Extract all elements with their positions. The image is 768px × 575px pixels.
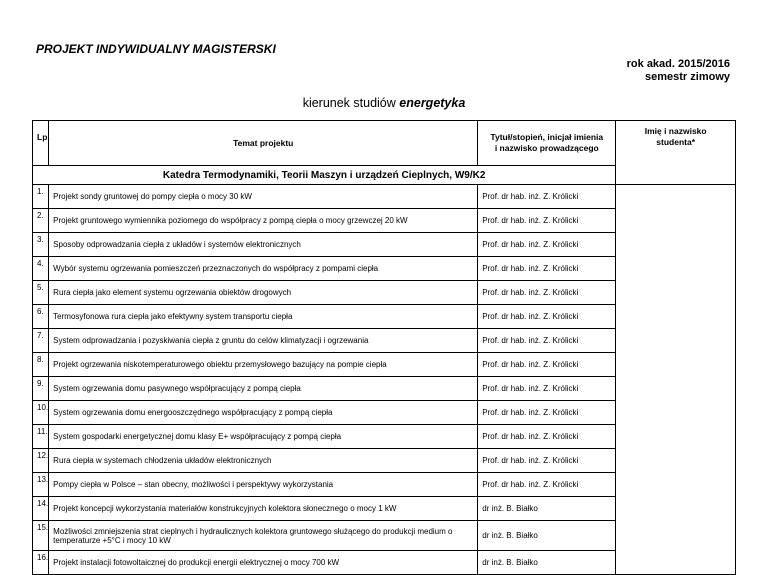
student-column-cell [616, 185, 736, 575]
row-supervisor: dr inż. B. Białko [478, 497, 616, 521]
field-of-study [0, 96, 768, 110]
semester: semestr zimowy [645, 71, 730, 83]
row-supervisor: dr inż. B. Białko [478, 521, 616, 551]
row-topic: System ogrzewania domu energooszczędnego współpracujący z pompą ciepła [49, 401, 478, 425]
row-topic: Projekt koncepcji wykorzystania materiałów konstrukcyjnych kolektora słonecznego o mocy 1 kW [49, 497, 478, 521]
header-topic: Temat projektu [49, 121, 478, 166]
header-lp: Lp. [33, 121, 49, 166]
row-supervisor: Prof. dr hab. inż. Z. Królicki [478, 377, 616, 401]
row-supervisor: Prof. dr hab. inż. Z. Królicki [478, 329, 616, 353]
row-lp: 7. [33, 329, 49, 353]
row-topic: Projekt ogrzewania niskotemperaturowego obiektu przemysłowego bazujący na pompie ciepła [49, 353, 478, 377]
row-lp: 6. [33, 305, 49, 329]
row-supervisor: Prof. dr hab. inż. Z. Królicki [478, 233, 616, 257]
row-supervisor: Prof. dr hab. inż. Z. Królicki [478, 185, 616, 209]
projects-table [32, 120, 736, 575]
field-of-study-prefix: kierunek studiów [302, 96, 396, 110]
row-topic: Projekt instalacji fotowoltaicznej do produkcji energii elektrycznej o mocy 700 kW [49, 551, 478, 575]
row-lp: 3. [33, 233, 49, 257]
row-supervisor: dr inż. B. Białko [478, 551, 616, 575]
table-row [33, 185, 736, 209]
row-lp: 11. [33, 425, 49, 449]
row-supervisor: Prof. dr hab. inż. Z. Królicki [478, 401, 616, 425]
row-topic: System odprowadzania i pozyskiwania ciepła z gruntu do celów klimatyzacji i ogrzewania [49, 329, 478, 353]
row-lp: 4. [33, 257, 49, 281]
row-topic: Sposoby odprowadzania ciepła z układów i systemów elektronicznych [49, 233, 478, 257]
document-title: PROJEKT INDYWIDUALNY MAGISTERSKI [36, 42, 276, 56]
row-topic: Projekt sondy gruntowej do pompy ciepła o mocy 30 kW [49, 185, 478, 209]
row-lp: 13. [33, 473, 49, 497]
header-student-line1: Imię i nazwisko [644, 126, 707, 136]
row-lp: 12. [33, 449, 49, 473]
header-supervisor [478, 121, 616, 166]
row-supervisor: Prof. dr hab. inż. Z. Królicki [478, 209, 616, 233]
row-supervisor: Prof. dr hab. inż. Z. Królicki [478, 257, 616, 281]
row-topic: Pompy ciepła w Polsce – stan obecny, możliwości i perspektywy wykorzystania [49, 473, 478, 497]
row-lp: 5. [33, 281, 49, 305]
row-lp: 1. [33, 185, 49, 209]
field-of-study-name: energetyka [399, 96, 466, 110]
academic-year-block [627, 58, 730, 84]
row-lp: 15. [33, 521, 49, 551]
row-lp: 9. [33, 377, 49, 401]
row-topic: Wybór systemu ogrzewania pomieszczeń przeznaczonych do współpracy z pompami ciepła [49, 257, 478, 281]
header-supervisor-line1: Tytuł/stopień, inicjał imienia [490, 132, 604, 142]
row-topic: Możliwości zmniejszenia strat cieplnych i hydraulicznych kolektora gruntowego służącego do produkcji medium o temperaturze +5°C i mocy 10 kW [49, 521, 478, 551]
table-header-row [33, 121, 736, 166]
row-supervisor: Prof. dr hab. inż. Z. Królicki [478, 353, 616, 377]
row-lp: 8. [33, 353, 49, 377]
row-lp: 10. [33, 401, 49, 425]
row-supervisor: Prof. dr hab. inż. Z. Królicki [478, 305, 616, 329]
header-student [616, 121, 736, 185]
row-topic: Projekt gruntowego wymiennika poziomego do współpracy z pompą ciepła o mocy grzewczej 20 kW [49, 209, 478, 233]
row-topic: Termosyfonowa rura ciepła jako efektywny system transportu ciepła [49, 305, 478, 329]
row-topic: Rura ciepła w systemach chłodzenia układów elektronicznych [49, 449, 478, 473]
header-student-line2: studenta* [656, 137, 696, 147]
row-supervisor: Prof. dr hab. inż. Z. Królicki [478, 281, 616, 305]
row-topic: System gospodarki energetycznej domu klasy E+ współpracujący z pompą ciepła [49, 425, 478, 449]
row-lp: 14. [33, 497, 49, 521]
row-topic: System ogrzewania domu pasywnego współpracujący z pompą ciepła [49, 377, 478, 401]
row-supervisor: Prof. dr hab. inż. Z. Królicki [478, 473, 616, 497]
row-supervisor: Prof. dr hab. inż. Z. Królicki [478, 449, 616, 473]
department-name: Katedra Termodynamiki, Teorii Maszyn i urządzeń Cieplnych, W9/K2 [33, 166, 616, 185]
row-lp: 16. [33, 551, 49, 575]
header-supervisor-line2: i nazwisko prowadzącego [494, 143, 599, 153]
row-topic: Rura ciepła jako element systemu ogrzewania obiektów drogowych [49, 281, 478, 305]
academic-year: rok akad. 2015/2016 [626, 58, 730, 70]
row-lp: 2. [33, 209, 49, 233]
row-supervisor: Prof. dr hab. inż. Z. Królicki [478, 425, 616, 449]
